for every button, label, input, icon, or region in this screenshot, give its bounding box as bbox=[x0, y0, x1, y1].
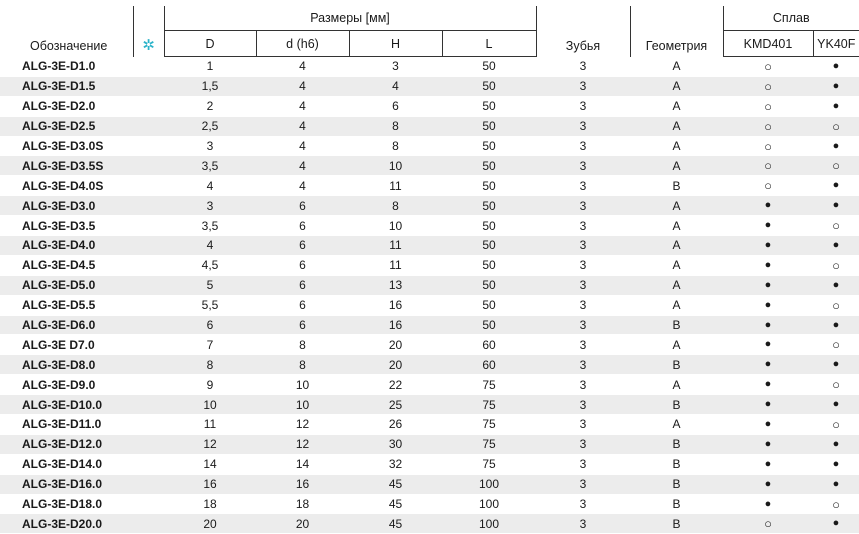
teeth-cell: 3 bbox=[536, 315, 630, 335]
l-cell: 50 bbox=[442, 275, 536, 295]
star-cell bbox=[133, 474, 164, 494]
kmd401-cell: ● bbox=[723, 355, 813, 375]
shank-cell: 6 bbox=[256, 236, 349, 256]
teeth-cell: 3 bbox=[536, 116, 630, 136]
code-cell: ALG-3E-D5.5 bbox=[0, 295, 133, 315]
yk40f-cell: ● bbox=[813, 355, 859, 375]
table-row bbox=[0, 96, 859, 116]
table-row bbox=[0, 116, 859, 136]
code-cell: ALG-3E-D16.0 bbox=[0, 474, 133, 494]
shank-cell: 6 bbox=[256, 196, 349, 216]
star-cell bbox=[133, 335, 164, 355]
shank-cell: 6 bbox=[256, 315, 349, 335]
kmd401-cell: ● bbox=[723, 315, 813, 335]
table-row bbox=[0, 216, 859, 236]
table-row bbox=[0, 335, 859, 355]
l-cell: 60 bbox=[442, 335, 536, 355]
l-cell: 50 bbox=[442, 136, 536, 156]
code-cell: ALG-3E-D3.5 bbox=[0, 216, 133, 236]
star-cell bbox=[133, 76, 164, 96]
yk40f-cell: ● bbox=[813, 96, 859, 116]
star-cell bbox=[133, 156, 164, 176]
yk40f-cell: ● bbox=[813, 136, 859, 156]
table-row bbox=[0, 136, 859, 156]
table-row bbox=[0, 295, 859, 315]
d-cell: 8 bbox=[164, 355, 256, 375]
geometry-cell: A bbox=[630, 57, 723, 77]
geometry-cell: B bbox=[630, 395, 723, 415]
shank-cell: 12 bbox=[256, 434, 349, 454]
geometry-cell: A bbox=[630, 275, 723, 295]
teeth-cell: 3 bbox=[536, 136, 630, 156]
code-cell: ALG-3E-D4.0 bbox=[0, 236, 133, 256]
table-row bbox=[0, 415, 859, 435]
yk40f-cell: ● bbox=[813, 275, 859, 295]
teeth-cell: 3 bbox=[536, 275, 630, 295]
h-cell: 8 bbox=[349, 116, 442, 136]
table-row bbox=[0, 514, 859, 534]
kmd401-cell: ○ bbox=[723, 136, 813, 156]
code-cell: ALG-3E-D4.5 bbox=[0, 255, 133, 275]
teeth-cell: 3 bbox=[536, 216, 630, 236]
star-cell bbox=[133, 375, 164, 395]
code-cell: ALG-3E-D3.0S bbox=[0, 136, 133, 156]
yk40f-cell: ● bbox=[813, 315, 859, 335]
geometry-cell: A bbox=[630, 236, 723, 256]
teeth-header: Зубья bbox=[536, 6, 630, 57]
d-cell: 3,5 bbox=[164, 156, 256, 176]
star-cell bbox=[133, 494, 164, 514]
kmd401-cell: ○ bbox=[723, 116, 813, 136]
l-cell: 75 bbox=[442, 415, 536, 435]
shank-cell: 4 bbox=[256, 176, 349, 196]
alloy-yk40f-header: YK40F bbox=[813, 31, 859, 57]
teeth-cell: 3 bbox=[536, 255, 630, 275]
table-row bbox=[0, 395, 859, 415]
l-cell: 75 bbox=[442, 454, 536, 474]
star-cell bbox=[133, 355, 164, 375]
yk40f-cell: ○ bbox=[813, 295, 859, 315]
teeth-cell: 3 bbox=[536, 57, 630, 77]
teeth-cell: 3 bbox=[536, 96, 630, 116]
geometry-cell: B bbox=[630, 355, 723, 375]
geometry-cell: A bbox=[630, 196, 723, 216]
code-cell: ALG-3E-D3.5S bbox=[0, 156, 133, 176]
geometry-cell: B bbox=[630, 315, 723, 335]
shank-cell: 14 bbox=[256, 454, 349, 474]
yk40f-cell: ● bbox=[813, 395, 859, 415]
h-cell: 45 bbox=[349, 514, 442, 534]
star-cell bbox=[133, 216, 164, 236]
h-cell: 8 bbox=[349, 196, 442, 216]
table-body bbox=[0, 57, 859, 534]
kmd401-cell: ● bbox=[723, 434, 813, 454]
shank-cell: 6 bbox=[256, 295, 349, 315]
shank-cell: 6 bbox=[256, 275, 349, 295]
alloy-kmd401-header: KMD401 bbox=[723, 31, 813, 57]
h-cell: 4 bbox=[349, 76, 442, 96]
table-row bbox=[0, 255, 859, 275]
l-cell: 50 bbox=[442, 57, 536, 77]
geometry-cell: A bbox=[630, 156, 723, 176]
dim-d-header: D bbox=[164, 31, 256, 57]
designation-header: Обозначение bbox=[30, 38, 108, 53]
l-cell: 50 bbox=[442, 295, 536, 315]
star-cell bbox=[133, 176, 164, 196]
teeth-cell: 3 bbox=[536, 156, 630, 176]
teeth-cell: 3 bbox=[536, 375, 630, 395]
geometry-cell: A bbox=[630, 375, 723, 395]
code-cell: ALG-3E-D6.0 bbox=[0, 315, 133, 335]
kmd401-cell: ● bbox=[723, 255, 813, 275]
teeth-cell: 3 bbox=[536, 454, 630, 474]
shank-cell: 12 bbox=[256, 415, 349, 435]
h-cell: 8 bbox=[349, 136, 442, 156]
yk40f-cell: ● bbox=[813, 454, 859, 474]
h-cell: 16 bbox=[349, 315, 442, 335]
h-cell: 16 bbox=[349, 295, 442, 315]
table-row bbox=[0, 275, 859, 295]
kmd401-cell: ● bbox=[723, 295, 813, 315]
kmd401-cell: ● bbox=[723, 494, 813, 514]
h-cell: 25 bbox=[349, 395, 442, 415]
teeth-cell: 3 bbox=[536, 76, 630, 96]
teeth-cell: 3 bbox=[536, 395, 630, 415]
l-cell: 50 bbox=[442, 196, 536, 216]
shank-cell: 4 bbox=[256, 116, 349, 136]
kmd401-cell: ● bbox=[723, 335, 813, 355]
table-row bbox=[0, 315, 859, 335]
asterisk-icon: ✲ bbox=[133, 6, 164, 57]
shank-cell: 16 bbox=[256, 474, 349, 494]
shank-cell: 8 bbox=[256, 335, 349, 355]
l-cell: 60 bbox=[442, 355, 536, 375]
d-cell: 7 bbox=[164, 335, 256, 355]
shank-cell: 4 bbox=[256, 156, 349, 176]
kmd401-cell: ● bbox=[723, 275, 813, 295]
code-cell: ALG-3E-D1.0 bbox=[0, 57, 133, 77]
shank-cell: 4 bbox=[256, 57, 349, 77]
yk40f-cell: ● bbox=[813, 434, 859, 454]
kmd401-cell: ● bbox=[723, 216, 813, 236]
geometry-cell: A bbox=[630, 255, 723, 275]
geometry-cell: A bbox=[630, 76, 723, 96]
teeth-cell: 3 bbox=[536, 494, 630, 514]
star-cell bbox=[133, 57, 164, 77]
teeth-cell: 3 bbox=[536, 335, 630, 355]
d-cell: 3,5 bbox=[164, 216, 256, 236]
teeth-cell: 3 bbox=[536, 514, 630, 534]
teeth-cell: 3 bbox=[536, 295, 630, 315]
kmd401-cell: ● bbox=[723, 236, 813, 256]
code-cell: ALG-3E-D5.0 bbox=[0, 275, 133, 295]
shank-cell: 6 bbox=[256, 255, 349, 275]
geometry-cell: A bbox=[630, 295, 723, 315]
star-cell bbox=[133, 196, 164, 216]
table-row bbox=[0, 434, 859, 454]
h-cell: 10 bbox=[349, 156, 442, 176]
code-cell: ALG-3E-D20.0 bbox=[0, 514, 133, 534]
l-cell: 50 bbox=[442, 176, 536, 196]
h-cell: 45 bbox=[349, 474, 442, 494]
shank-cell: 18 bbox=[256, 494, 349, 514]
teeth-cell: 3 bbox=[536, 415, 630, 435]
dim-l-header: L bbox=[442, 31, 536, 57]
kmd401-cell: ○ bbox=[723, 176, 813, 196]
l-cell: 50 bbox=[442, 216, 536, 236]
code-cell: ALG-3E-D3.0 bbox=[0, 196, 133, 216]
geometry-cell: B bbox=[630, 434, 723, 454]
teeth-cell: 3 bbox=[536, 176, 630, 196]
kmd401-cell: ○ bbox=[723, 76, 813, 96]
geometry-cell: A bbox=[630, 415, 723, 435]
kmd401-cell: ● bbox=[723, 454, 813, 474]
yk40f-cell: ○ bbox=[813, 216, 859, 236]
table-row bbox=[0, 236, 859, 256]
l-cell: 50 bbox=[442, 315, 536, 335]
star-cell bbox=[133, 236, 164, 256]
h-cell: 11 bbox=[349, 236, 442, 256]
kmd401-cell: ● bbox=[723, 375, 813, 395]
d-cell: 4 bbox=[164, 236, 256, 256]
geometry-cell: A bbox=[630, 96, 723, 116]
d-cell: 1 bbox=[164, 57, 256, 77]
star-cell bbox=[133, 255, 164, 275]
code-cell: ALG-3E-D9.0 bbox=[0, 375, 133, 395]
d-cell: 6 bbox=[164, 315, 256, 335]
table-header bbox=[0, 6, 859, 57]
teeth-cell: 3 bbox=[536, 196, 630, 216]
teeth-cell: 3 bbox=[536, 434, 630, 454]
l-cell: 100 bbox=[442, 494, 536, 514]
d-cell: 2 bbox=[164, 96, 256, 116]
kmd401-cell: ● bbox=[723, 474, 813, 494]
h-cell: 20 bbox=[349, 355, 442, 375]
kmd401-cell: ○ bbox=[723, 514, 813, 534]
code-cell: ALG-3E-D2.0 bbox=[0, 96, 133, 116]
star-cell bbox=[133, 116, 164, 136]
h-cell: 11 bbox=[349, 255, 442, 275]
code-cell: ALG-3E D7.0 bbox=[0, 335, 133, 355]
l-cell: 100 bbox=[442, 474, 536, 494]
yk40f-cell: ○ bbox=[813, 156, 859, 176]
l-cell: 100 bbox=[442, 514, 536, 534]
star-cell bbox=[133, 275, 164, 295]
h-cell: 30 bbox=[349, 434, 442, 454]
h-cell: 26 bbox=[349, 415, 442, 435]
table-row bbox=[0, 196, 859, 216]
code-cell: ALG-3E-D2.5 bbox=[0, 116, 133, 136]
d-cell: 9 bbox=[164, 375, 256, 395]
table-row bbox=[0, 76, 859, 96]
star-cell bbox=[133, 136, 164, 156]
table-row bbox=[0, 494, 859, 514]
star-cell bbox=[133, 434, 164, 454]
l-cell: 75 bbox=[442, 375, 536, 395]
shank-cell: 10 bbox=[256, 375, 349, 395]
shank-cell: 4 bbox=[256, 76, 349, 96]
geometry-cell: B bbox=[630, 474, 723, 494]
l-cell: 50 bbox=[442, 236, 536, 256]
h-cell: 45 bbox=[349, 494, 442, 514]
yk40f-cell: ● bbox=[813, 57, 859, 77]
d-cell: 5 bbox=[164, 275, 256, 295]
code-cell: ALG-3E-D10.0 bbox=[0, 395, 133, 415]
code-cell: ALG-3E-D18.0 bbox=[0, 494, 133, 514]
h-cell: 22 bbox=[349, 375, 442, 395]
d-cell: 14 bbox=[164, 454, 256, 474]
star-cell bbox=[133, 395, 164, 415]
h-cell: 20 bbox=[349, 335, 442, 355]
shank-cell: 8 bbox=[256, 355, 349, 375]
kmd401-cell: ○ bbox=[723, 57, 813, 77]
d-cell: 16 bbox=[164, 474, 256, 494]
yk40f-cell: ● bbox=[813, 196, 859, 216]
teeth-cell: 3 bbox=[536, 355, 630, 375]
kmd401-cell: ○ bbox=[723, 156, 813, 176]
dimensions-group-header: Размеры [мм] bbox=[164, 6, 536, 31]
table-row bbox=[0, 474, 859, 494]
geometry-cell: B bbox=[630, 176, 723, 196]
h-cell: 10 bbox=[349, 216, 442, 236]
alloy-group-header: Сплав bbox=[723, 6, 859, 31]
yk40f-cell: ● bbox=[813, 236, 859, 256]
shank-cell: 6 bbox=[256, 216, 349, 236]
geometry-cell: A bbox=[630, 216, 723, 236]
d-cell: 2,5 bbox=[164, 116, 256, 136]
geometry-cell: B bbox=[630, 454, 723, 474]
code-cell: ALG-3E-D1.5 bbox=[0, 76, 133, 96]
table-row bbox=[0, 355, 859, 375]
d-cell: 3 bbox=[164, 136, 256, 156]
l-cell: 75 bbox=[442, 395, 536, 415]
star-cell bbox=[133, 514, 164, 534]
l-cell: 75 bbox=[442, 434, 536, 454]
d-cell: 11 bbox=[164, 415, 256, 435]
yk40f-cell: ○ bbox=[813, 375, 859, 395]
star-cell bbox=[133, 96, 164, 116]
teeth-cell: 3 bbox=[536, 474, 630, 494]
specification-table bbox=[0, 6, 859, 534]
yk40f-cell: ○ bbox=[813, 494, 859, 514]
table-row bbox=[0, 156, 859, 176]
dim-h-header: H bbox=[349, 31, 442, 57]
yk40f-cell: ● bbox=[813, 76, 859, 96]
kmd401-cell: ● bbox=[723, 415, 813, 435]
shank-cell: 4 bbox=[256, 136, 349, 156]
d-cell: 1,5 bbox=[164, 76, 256, 96]
d-cell: 4,5 bbox=[164, 255, 256, 275]
yk40f-cell: ○ bbox=[813, 335, 859, 355]
table-row bbox=[0, 57, 859, 77]
table-row bbox=[0, 375, 859, 395]
d-cell: 18 bbox=[164, 494, 256, 514]
star-cell bbox=[133, 415, 164, 435]
yk40f-cell: ● bbox=[813, 176, 859, 196]
yk40f-cell: ○ bbox=[813, 116, 859, 136]
yk40f-cell: ● bbox=[813, 474, 859, 494]
geometry-header: Геометрия bbox=[630, 6, 723, 57]
code-cell: ALG-3E-D14.0 bbox=[0, 454, 133, 474]
yk40f-cell: ○ bbox=[813, 255, 859, 275]
shank-cell: 10 bbox=[256, 395, 349, 415]
code-cell: ALG-3E-D12.0 bbox=[0, 434, 133, 454]
d-cell: 12 bbox=[164, 434, 256, 454]
geometry-cell: A bbox=[630, 335, 723, 355]
d-cell: 3 bbox=[164, 196, 256, 216]
l-cell: 50 bbox=[442, 156, 536, 176]
teeth-cell: 3 bbox=[536, 236, 630, 256]
geometry-cell: B bbox=[630, 514, 723, 534]
l-cell: 50 bbox=[442, 96, 536, 116]
kmd401-cell: ● bbox=[723, 395, 813, 415]
dim-shank-header: d (h6) bbox=[256, 31, 349, 57]
d-cell: 10 bbox=[164, 395, 256, 415]
geometry-cell: A bbox=[630, 116, 723, 136]
star-cell bbox=[133, 454, 164, 474]
h-cell: 13 bbox=[349, 275, 442, 295]
h-cell: 6 bbox=[349, 96, 442, 116]
l-cell: 50 bbox=[442, 116, 536, 136]
d-cell: 5,5 bbox=[164, 295, 256, 315]
h-cell: 11 bbox=[349, 176, 442, 196]
table-row bbox=[0, 454, 859, 474]
h-cell: 3 bbox=[349, 57, 442, 77]
star-cell bbox=[133, 315, 164, 335]
l-cell: 50 bbox=[442, 255, 536, 275]
code-cell: ALG-3E-D11.0 bbox=[0, 415, 133, 435]
d-cell: 20 bbox=[164, 514, 256, 534]
table-row bbox=[0, 176, 859, 196]
kmd401-cell: ● bbox=[723, 196, 813, 216]
kmd401-cell: ○ bbox=[723, 96, 813, 116]
star-cell bbox=[133, 295, 164, 315]
code-cell: ALG-3E-D4.0S bbox=[0, 176, 133, 196]
h-cell: 32 bbox=[349, 454, 442, 474]
shank-cell: 20 bbox=[256, 514, 349, 534]
yk40f-cell: ○ bbox=[813, 415, 859, 435]
l-cell: 50 bbox=[442, 76, 536, 96]
geometry-cell: B bbox=[630, 494, 723, 514]
shank-cell: 4 bbox=[256, 96, 349, 116]
geometry-cell: A bbox=[630, 136, 723, 156]
d-cell: 4 bbox=[164, 176, 256, 196]
code-cell: ALG-3E-D8.0 bbox=[0, 355, 133, 375]
yk40f-cell: ● bbox=[813, 514, 859, 534]
